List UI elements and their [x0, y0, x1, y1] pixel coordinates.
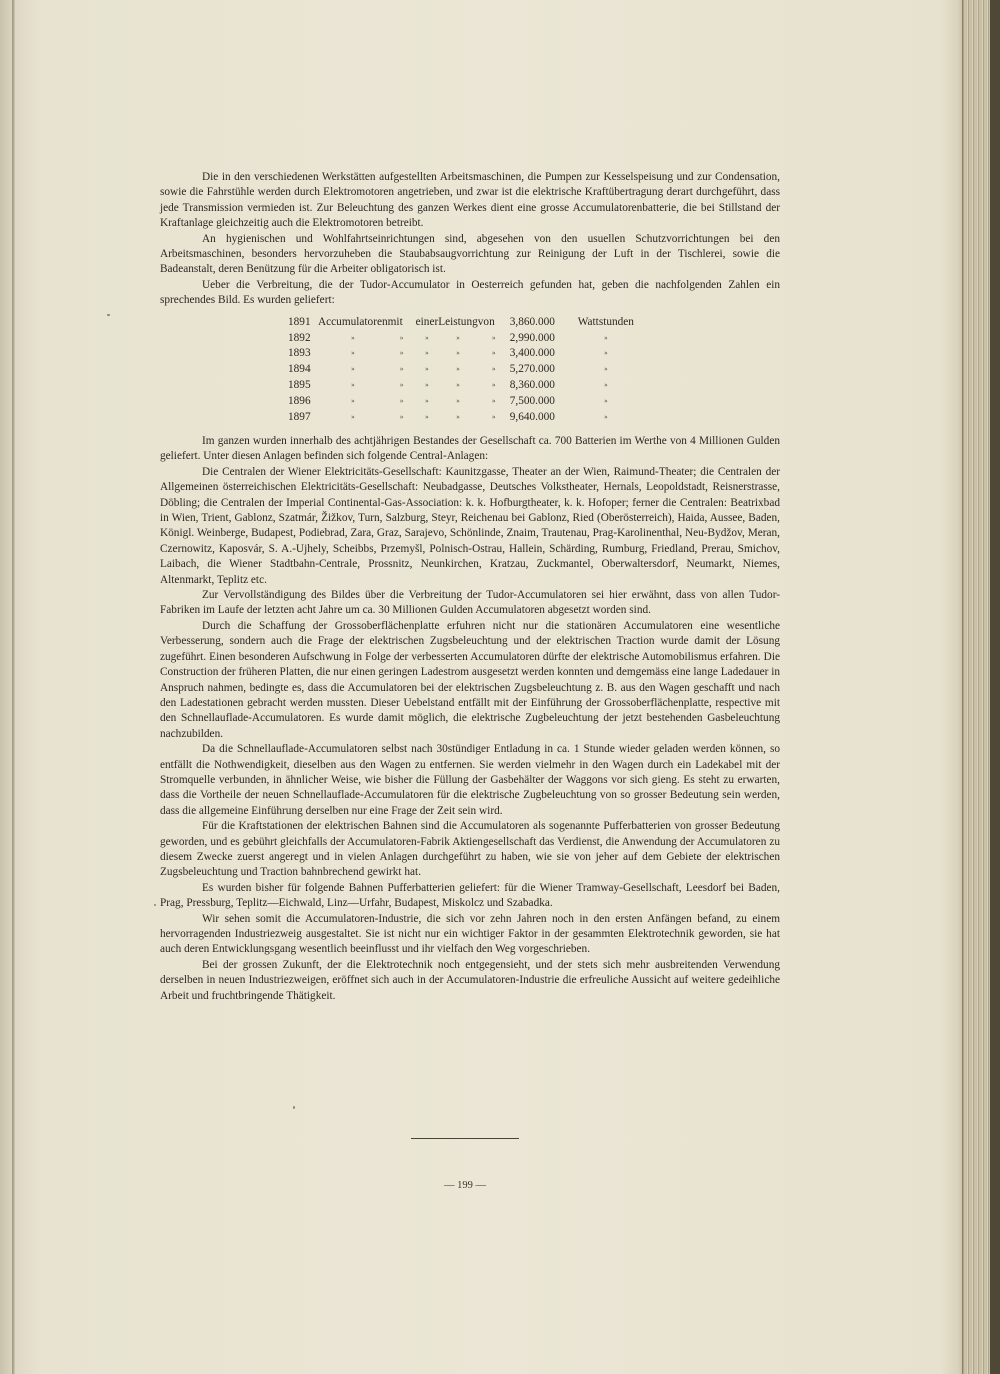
stats-value: 5,270.000 — [509, 363, 555, 376]
ditto-mark: » — [425, 381, 429, 390]
stats-year: 1896 — [288, 395, 311, 408]
paper-spot — [293, 1106, 295, 1109]
ditto-mark: » — [456, 397, 460, 406]
stats-year: 1897 — [288, 411, 311, 424]
paper-spot — [107, 314, 110, 316]
stats-year: 1895 — [288, 379, 311, 392]
stats-value: 3,400.000 — [509, 347, 555, 360]
stats-row — [288, 394, 634, 410]
paragraph: Wir sehen somit die Accumulatoren-Industrie, die sich vor zehn Jahren noch in den ersten Anfängen befand, zu einem hervorragenden Industriezweig ausgestaltet. Sie ist nicht nur ein wichtiger Faktor in der gesammten Elektrotechnik geworden, sie hat auch deren Entwicklungsgang wesentlich beeinflusst und ihr vielfach den Weg vorgeschrieben. — [160, 912, 780, 956]
paragraph: Es wurden bisher für folgende Bahnen Pufferbatterien geliefert: für die Wiener Tramway-Gesellschaft, Leesdorf bei Baden, Prag, Pressburg, Teplitz—Eichwald, Linz—Urfahr, Budapest, Miskolcz und Szabadka. — [160, 881, 780, 910]
stats-row — [288, 315, 634, 331]
stats-row — [288, 410, 634, 426]
ditto-mark: » — [604, 365, 608, 374]
stats-row — [288, 331, 634, 347]
ditto-mark: » — [351, 381, 355, 390]
ditto-mark: » — [604, 333, 608, 342]
stats-value: 2,990.000 — [509, 331, 555, 344]
ditto-mark: » — [492, 381, 496, 390]
ditto-mark: » — [425, 397, 429, 406]
paragraph: Die in den verschiedenen Werkstätten aufgestellten Arbeitsmaschinen, die Pumpen zur Kesselspeisung und zur Condensation, sowie die Fahrstühle werden durch Elektromotoren angetrieben, und zwar ist die elektrische Kraftübertragung derart durchgeführt, dass jede Transmission vermieden ist. Zur Beleuchtung des ganzen Werkes dient eine grosse Accumulatorenbatterie, die bei Stillstand der Kraftanlage gleichzeitig auch die Elektromotoren betreibt. — [160, 171, 780, 230]
stats-w2: einer — [415, 315, 439, 328]
stats-value: 8,360.000 — [509, 379, 555, 392]
paragraph: Die Centralen der Wiener Elektricitäts-Gesellschaft: Kaunitzgasse, Theater an der Wien, Raimund-Theater; die Centralen der Allgemeinen österreichischen Elektricitäts-Gesellschaft: Neubadgasse, Deutsches Volkstheater, Hernals, Leopoldstadt, Reisnerstrasse, Döbling; die Centralen der Imperial Continental-Gas-Association: k. k. Hofburgtheater, k. k. Hofoper; ferner die Centralen: Beatrixbad in Wien, Trient, Gablonz, Szatmár, Žižkov, Turn, Salzburg, Steyr, Reichenau bei Gablonz, Ried (Oberösterreich), Haida, Aussee, Baden, Königl. Weinberge, Budapest, Podiebrad, Zara, Graz, Sarajevo, Schönlinde, Znaim, Trautenau, Prag-Karolinenthal, Neu-Bydžov, Meran, Czernowitz, Kaposvár, S. A.-Ujhely, Scheibbs, Przemyšl, Polnisch-Ostrau, Hallein, Schärding, Rumburg, Friedland, Prerau, Smichov, Laibach, die Wiener Stadtbahn-Centrale, Prossnitz, Neunkirchen, Kratzau, Zuckmantel, Oberwaltersdorf, Neumarkt, Niemes, Altenmarkt, Teplitz etc. — [160, 465, 780, 586]
paragraph: Ueber die Verbreitung, die der Tudor-Accumulator in Oesterreich gefunden hat, geben die nachfolgenden Zahlen ein sprechendes Bild. Es wurden geliefert: — [160, 278, 780, 307]
ditto-mark: » — [604, 349, 608, 358]
ditto-mark: » — [456, 333, 460, 342]
stats-label: Accumulatoren — [318, 315, 388, 328]
ditto-mark: » — [351, 365, 355, 374]
ditto-mark: » — [456, 381, 460, 390]
ditto-mark: » — [456, 349, 460, 358]
paragraph: Da die Schnellauflade-Accumulatoren selbst nach 30stündiger Entladung in ca. 1 Stunde wieder geladen werden können, so entfällt die Nothwendigkeit, dieselben aus den Wagen zu entfernen. Sie werden vielmehr in den Wagen durch ein Ladekabel mit der Stromquelle verbunden, in ähnlicher Weise, wie bisher die Füllung der Gasbehälter der Waggons vor sich gieng. Es steht zu erwarten, dass die Vortheile der neuen Schnellauflade-Accumulatoren für die elektrische Zugbeleuchtung von so grosser Bedeutung sein werden, dass die allgemeine Einführung derselben nur eine Frage der Zeit sein wird. — [160, 743, 780, 817]
ditto-mark: » — [425, 349, 429, 358]
paper-spot — [154, 904, 156, 906]
ditto-mark: » — [492, 413, 496, 422]
delivery-statistics-table — [288, 315, 634, 426]
paragraph: Bei der grossen Zukunft, der die Elektrotechnik noch entgegensieht, und der stets sich mehr ausbreitenden Verwendung derselben in neuen Industriezweigen, eröffnet sich auch in der Accumulatoren-Industrie die erfreuliche Aussicht auf weitere gedeihliche Arbeit und fruchtbringende Thätigkeit. — [160, 958, 780, 1002]
stats-value: 9,640.000 — [509, 411, 555, 424]
ditto-mark: » — [492, 365, 496, 374]
stats-year: 1891 — [288, 315, 311, 328]
stats-year: 1892 — [288, 331, 311, 344]
ditto-mark: » — [492, 333, 496, 342]
binding-gutter — [12, 0, 15, 1374]
end-rule — [411, 1138, 519, 1139]
ditto-mark: » — [399, 381, 404, 390]
stats-row — [288, 378, 634, 394]
paragraph: Für die Kraftstationen der elektrischen Bahnen sind die Accumulatoren als sogenannte Pufferbatterien von grosser Bedeutung geworden, und es gebührt gleichfalls der Accumulatoren-Fabrik Aktiengesellschaft das Verdienst, die Anwendung der Accumulatoren zu diesem Zwecke zuerst angeregt und in vielen Anlagen durchgeführt zu haben, wie sie von jeher auf dem Gebiete der elektrischen Zugsbeleuchtung und Traction bahnbrechend gewirkt hat. — [160, 820, 780, 879]
stats-w4: von — [477, 315, 495, 328]
paragraph: An hygienischen und Wohlfahrtseinrichtungen sind, abgesehen von den usuellen Schutzvorrichtungen bei den Arbeitsmaschinen, besonders hervorzuheben die Staubabsaugvorrichtung zur Reinigung der Luft in der Tischlerei, sowie die Badeanstalt, deren Benützung für die Arbeiter obligatorisch ist. — [160, 232, 780, 276]
ditto-mark: » — [351, 333, 355, 342]
ditto-mark: » — [351, 413, 355, 422]
stats-year: 1894 — [288, 363, 311, 376]
ditto-mark: » — [399, 397, 404, 406]
ditto-mark: » — [456, 413, 460, 422]
stats-row — [288, 346, 634, 362]
ditto-mark: » — [456, 365, 460, 374]
stats-year: 1893 — [288, 347, 311, 360]
ditto-mark: » — [425, 333, 429, 342]
ditto-mark: » — [399, 413, 404, 422]
ditto-mark: » — [425, 413, 429, 422]
ditto-mark: » — [492, 397, 496, 406]
ditto-mark: » — [399, 333, 404, 342]
page-edge-shadow — [990, 0, 1000, 1374]
ditto-mark: » — [604, 413, 608, 422]
paragraph: Durch die Schaffung der Grossoberflächenplatte erfuhren nicht nur die stationären Accumulatoren eine wesentliche Verbesserung, sondern auch die Frage der elektrischen Zugsbeleuchtung und der elektrischen Traction wurde damit der Lösung zugeführt. Einen besonderen Aufschwung in Folge der verbesserten Accumulatoren dürfte der elektrische Automobilismus erfahren. Die Construction der früheren Platten, die nur einen geringen Ladestrom ausgesetzt werden konnten und demgemäss eine lange Ladedauer in Anspruch nahmen, bedingte es, dass die Accumulatoren bei der elektrischen Zugsbeleuchtung z. B. aus den Wagen geschafft und nach den Ladestationen gebracht werden mussten. Dieser Uebelstand entfällt mit der Einführung der Grossoberflächenplatte, respective mit den Schnellauflade-Accumulatoren. Es wurde damit möglich, die elektrische Zugbeleuchtung der jetzt bestehenden Gasbeleuchtung nachzubilden. — [160, 619, 780, 740]
body-text — [160, 170, 780, 1004]
ditto-mark: » — [351, 397, 355, 406]
ditto-mark: » — [399, 349, 404, 358]
stats-row — [288, 362, 634, 378]
stats-value: 3,860.000 — [509, 315, 555, 328]
stats-w3: Leistung — [438, 315, 478, 328]
stats-unit: Wattstunden — [577, 315, 634, 328]
page-number: — 199 — — [444, 1180, 486, 1191]
ditto-mark: » — [425, 365, 429, 374]
ditto-mark: » — [604, 381, 608, 390]
stats-w1: mit — [387, 315, 403, 328]
ditto-mark: » — [351, 349, 355, 358]
paragraph: Im ganzen wurden innerhalb des achtjährigen Bestandes der Gesellschaft ca. 700 Batterien im Werthe von 4 Millionen Gulden geliefert. Unter diesen Anlagen befinden sich folgende Central-Anlagen: — [160, 435, 780, 463]
stats-value: 7,500.000 — [509, 395, 555, 408]
ditto-mark: » — [604, 397, 608, 406]
paragraph: Zur Vervollständigung des Bildes über die Verbreitung der Tudor-Accumulatoren sei hier erwähnt, dass von allen Tudor-Fabriken im Laufe der letzten acht Jahre um ca. 30 Millionen Gulden Accumulatoren abgesetzt worden sind. — [160, 589, 780, 617]
ditto-mark: » — [399, 365, 404, 374]
ditto-mark: » — [492, 349, 496, 358]
